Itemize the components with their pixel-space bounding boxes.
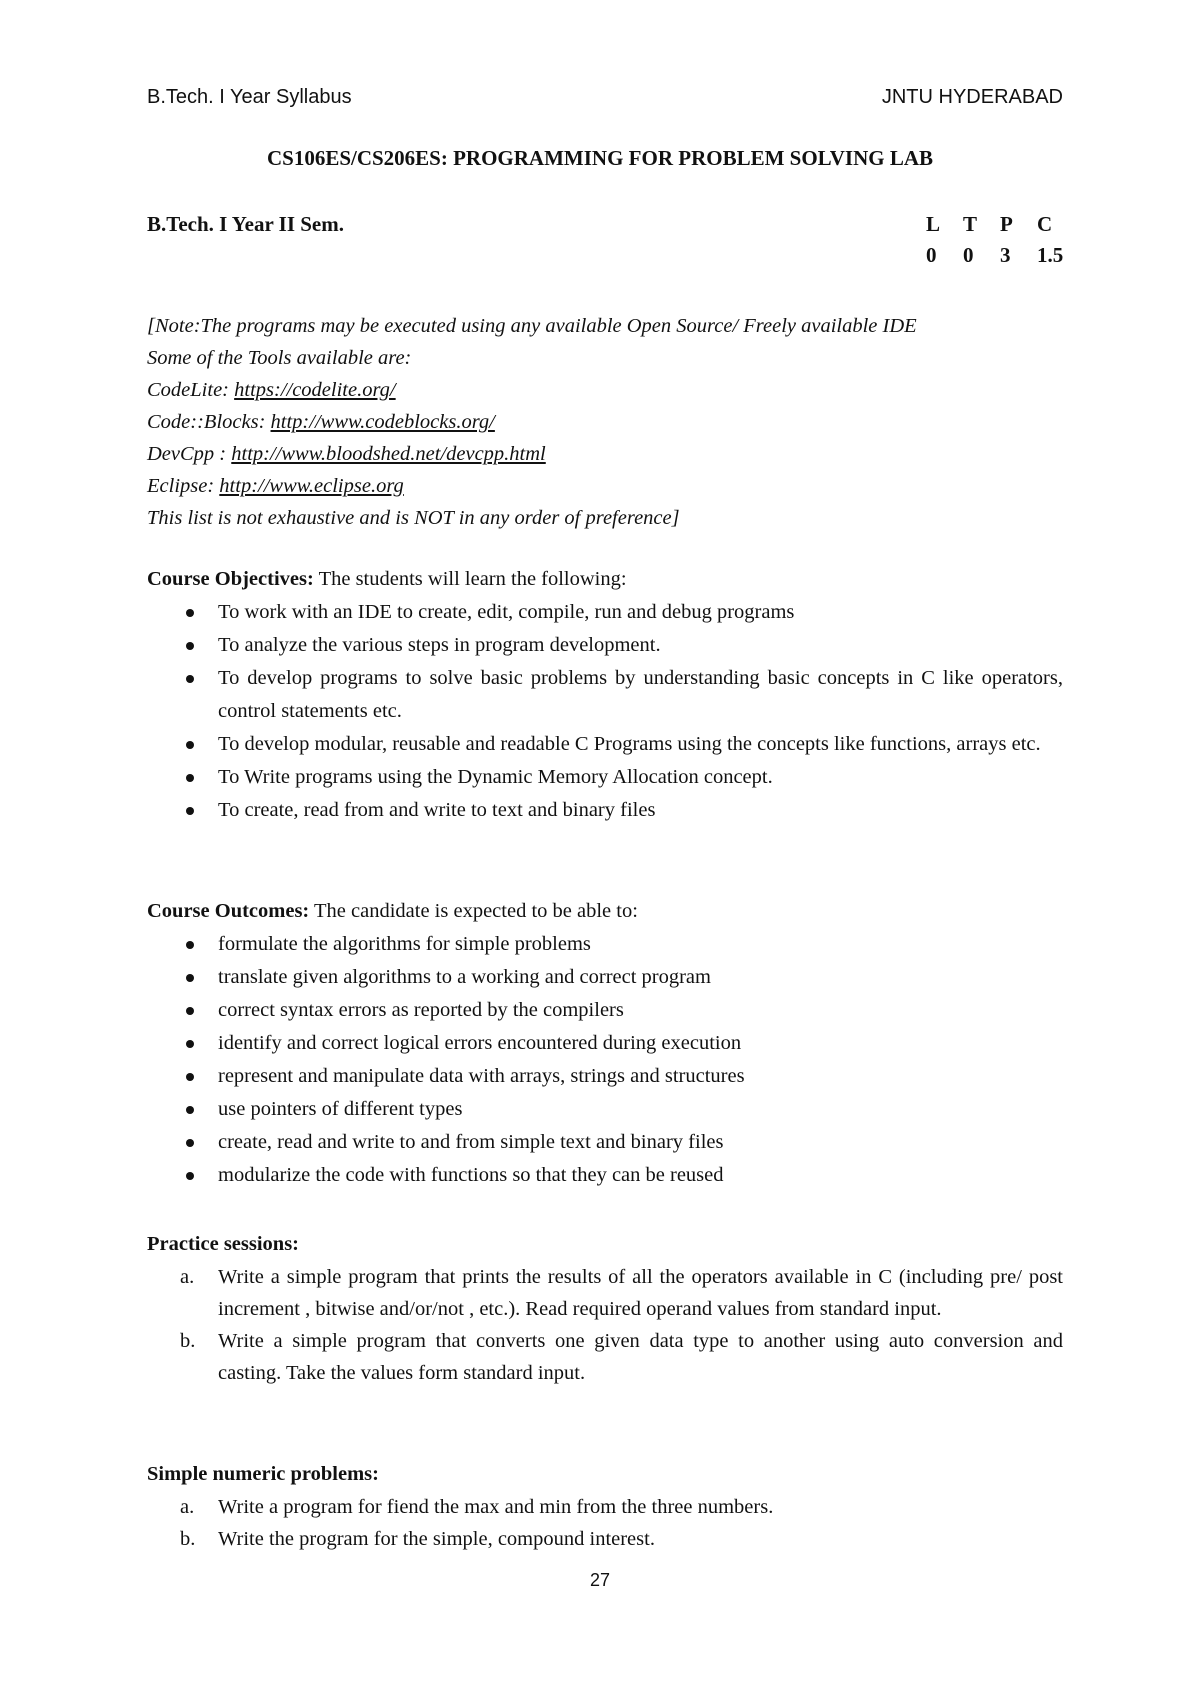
ltpc-label-p: P (1000, 212, 1013, 236)
ltpc-value-p: 3 (1000, 243, 1011, 267)
outcomes-heading-line (147, 895, 1063, 928)
note-line-2: Some of the Tools available are: (147, 347, 412, 369)
objectives-list (147, 596, 1063, 827)
note-closing: This list is not exhaustive and is NOT in any order of preference] (147, 507, 680, 529)
numeric-list (147, 1491, 1063, 1555)
ltpc-value-c: 1.5 (1037, 243, 1064, 267)
tool-name: Code::Blocks: (147, 411, 271, 433)
ltpc-label-c: C (1037, 212, 1053, 236)
tool-devcpp (147, 438, 917, 470)
running-header (147, 86, 1063, 109)
list-item: represent and manipulate data with arrays, strings and structures (147, 1060, 1063, 1093)
bullet-icon (186, 642, 194, 650)
bullet-icon (186, 807, 194, 815)
tool-eclipse (147, 470, 917, 502)
bullet-icon (186, 774, 194, 782)
course-title: CS106ES/CS206ES: PROGRAMMING FOR PROBLEM SOLVING LAB (266, 146, 934, 170)
list-item: To develop programs to solve basic problems by understanding basic concepts in C like operators, control statements etc. (147, 662, 1063, 728)
bullet-icon (186, 1139, 194, 1147)
bullet-icon (186, 1106, 194, 1114)
tool-name: DevCpp : (147, 443, 232, 465)
list-item: To develop modular, reusable and readable C Programs using the concepts like functions, arrays etc. (147, 728, 1063, 761)
bullet-icon (186, 1007, 194, 1015)
list-item: identify and correct logical errors encountered during execution (147, 1027, 1063, 1060)
list-item: To work with an IDE to create, edit, compile, run and debug programs (147, 596, 1063, 629)
bullet-icon (186, 941, 194, 949)
practice-list (147, 1261, 1063, 1389)
course-objectives-section (147, 563, 1063, 827)
header-right: JNTU HYDERABAD (881, 86, 1063, 108)
semester-label: B.Tech. I Year II Sem. (147, 212, 344, 236)
bullet-icon (186, 1040, 194, 1048)
tool-name: CodeLite: (147, 379, 235, 401)
bullet-icon (186, 609, 194, 617)
list-item: b. Write the program for the simple, compound interest. (180, 1528, 655, 1550)
practice-heading: Practice sessions: (147, 1233, 299, 1255)
outcomes-intro: The candidate is expected to be able to: (309, 900, 638, 922)
list-item: a. Write a simple program that prints the results of all the operators available in C (including pre/ post increment , bitwise and/or/not , etc.). Read required operand values from standard input. (180, 1266, 1063, 1320)
numeric-heading: Simple numeric problems: (147, 1463, 379, 1485)
ltpc-label-t: T (963, 212, 978, 236)
bullet-icon (186, 675, 194, 683)
tool-codelite (147, 374, 917, 406)
objectives-intro: The students will learn the following: (313, 568, 627, 590)
numeric-problems-section (147, 1458, 1063, 1555)
tool-link-codelite[interactable]: https://codelite.org/ (234, 379, 396, 401)
ltpc-value-t: 0 (963, 243, 974, 267)
list-item: To analyze the various steps in program development. (147, 629, 1063, 662)
list-item: modularize the code with functions so that they can be reused (147, 1159, 1063, 1192)
list-item: correct syntax errors as reported by the compilers (147, 994, 1063, 1027)
ltpc-value-l: 0 (926, 243, 937, 267)
course-outcomes-section (147, 895, 1063, 1192)
ltpc-labels-row (926, 212, 1074, 243)
outcomes-list (147, 928, 1063, 1192)
list-item: To create, read from and write to text and binary files (147, 794, 1063, 827)
ltpc-label-l: L (926, 212, 941, 236)
outcomes-heading: Course Outcomes: (147, 900, 310, 922)
bullet-icon (186, 741, 194, 749)
ide-note (147, 310, 917, 534)
practice-sessions-section (147, 1228, 1063, 1389)
numeric-heading-line (147, 1458, 1063, 1491)
objectives-heading: Course Objectives: (147, 568, 314, 590)
list-item: use pointers of different types (147, 1093, 1063, 1126)
tool-name: Eclipse: (147, 475, 220, 497)
tool-link-eclipse[interactable]: http://www.eclipse.org (219, 475, 404, 497)
list-item: create, read and write to and from simple text and binary files (147, 1126, 1063, 1159)
ltpc-table (926, 212, 1074, 274)
tool-codeblocks (147, 406, 917, 438)
tool-link-devcpp[interactable]: http://www.bloodshed.net/devcpp.html (231, 443, 546, 465)
page-number: 27 (589, 1570, 611, 1590)
ltpc-values-row (926, 243, 1074, 274)
tool-link-codeblocks[interactable]: http://www.codeblocks.org/ (270, 411, 495, 433)
list-item: To Write programs using the Dynamic Memory Allocation concept. (147, 761, 1063, 794)
bullet-icon (186, 1073, 194, 1081)
list-item: a. Write a program for fiend the max and min from the three numbers. (180, 1496, 774, 1518)
objectives-heading-line (147, 563, 1063, 596)
note-line-1: [Note:The programs may be executed using any available Open Source/ Freely available IDE (147, 315, 917, 337)
practice-heading-line (147, 1228, 1063, 1261)
list-item: translate given algorithms to a working and correct program (147, 961, 1063, 994)
list-item: b. Write a simple program that converts one given data type to another using auto conversion and casting. Take the values form standard input. (180, 1330, 1063, 1384)
bullet-icon (186, 974, 194, 982)
bullet-icon (186, 1172, 194, 1180)
header-left: B.Tech. I Year Syllabus (147, 86, 352, 108)
list-item: formulate the algorithms for simple problems (147, 928, 1063, 961)
